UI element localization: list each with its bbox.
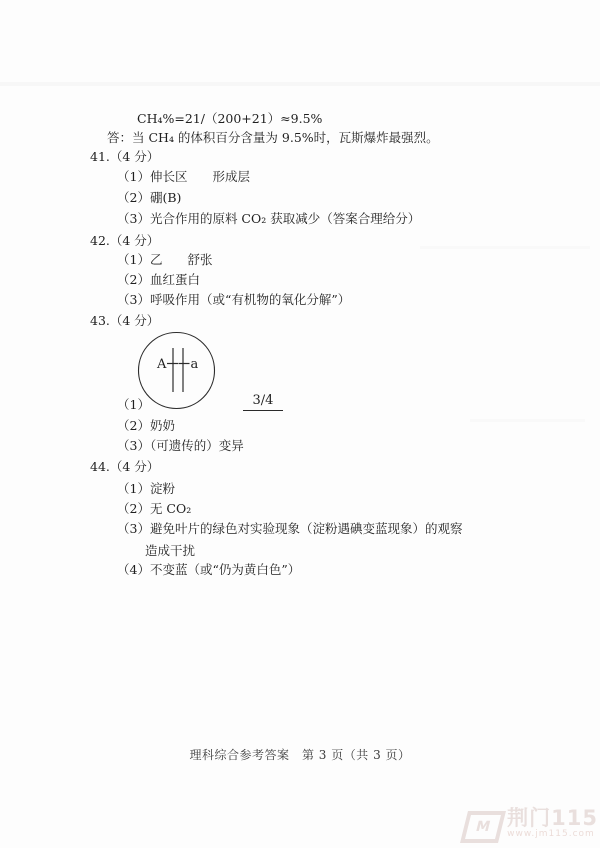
q42-header: 42.（4 分） [90,233,160,248]
scan-artifact [420,246,590,249]
q41-item-1: （1）伸长区 形成层 [117,169,250,184]
watermark-site-url: www.jm115.com [507,829,595,840]
page-footer: 理科综合参考答案 第 3 页（共 3 页） [189,748,411,762]
scan-artifact [0,82,600,86]
q42-item-3: （3）呼吸作用（或“有机物的氧化分解”） [117,292,351,307]
q41-item-3: （3）光合作用的原料 CO₂ 获取减少（答案合理给分） [117,211,421,226]
q44-item-4: （4）不变蓝（或“仍为黄白色”） [117,562,301,577]
q41-header: 41.（4 分） [90,149,160,164]
q43-item-2: （2）奶奶 [117,418,175,433]
q44-header: 44.（4 分） [90,459,160,474]
q42-item-1: （1）乙 舒张 [117,252,213,267]
q43-header: 43.（4 分） [90,313,160,328]
q44-item-2: （2）无 CO₂ [117,501,192,516]
q43-blank-answer: 3/4 [243,393,283,411]
q43-item-3: （3）（可遗传的）变异 [117,438,244,453]
watermark [464,807,598,843]
gene-label-A: A [157,357,167,372]
q41-item-2: （2）硼(B) [117,190,182,205]
answer-sentence: 答：当 CH₄ 的体积百分含量为 9.5%时，瓦斯爆炸最强烈。 [107,130,439,145]
watermark-text [507,807,598,839]
q44-item-3-continued: 造成干扰 [145,543,196,558]
watermark-site-name: 荆门115 [507,806,598,830]
q44-item-1: （1）淀粉 [117,481,175,496]
gene-label-a: a [190,357,199,372]
q42-item-2: （2）血红蛋白 [117,272,200,287]
watermark-logo-icon: M [460,811,506,843]
equation-line: CH₄%=21/（200+21）≈9.5% [137,111,323,126]
q43-item-1-prefix: （1） [117,397,150,412]
scan-artifact [470,419,585,422]
q44-item-3: （3）避免叶片的绿色对实验现象（淀粉遇碘变蓝现象）的观察 [117,521,463,536]
